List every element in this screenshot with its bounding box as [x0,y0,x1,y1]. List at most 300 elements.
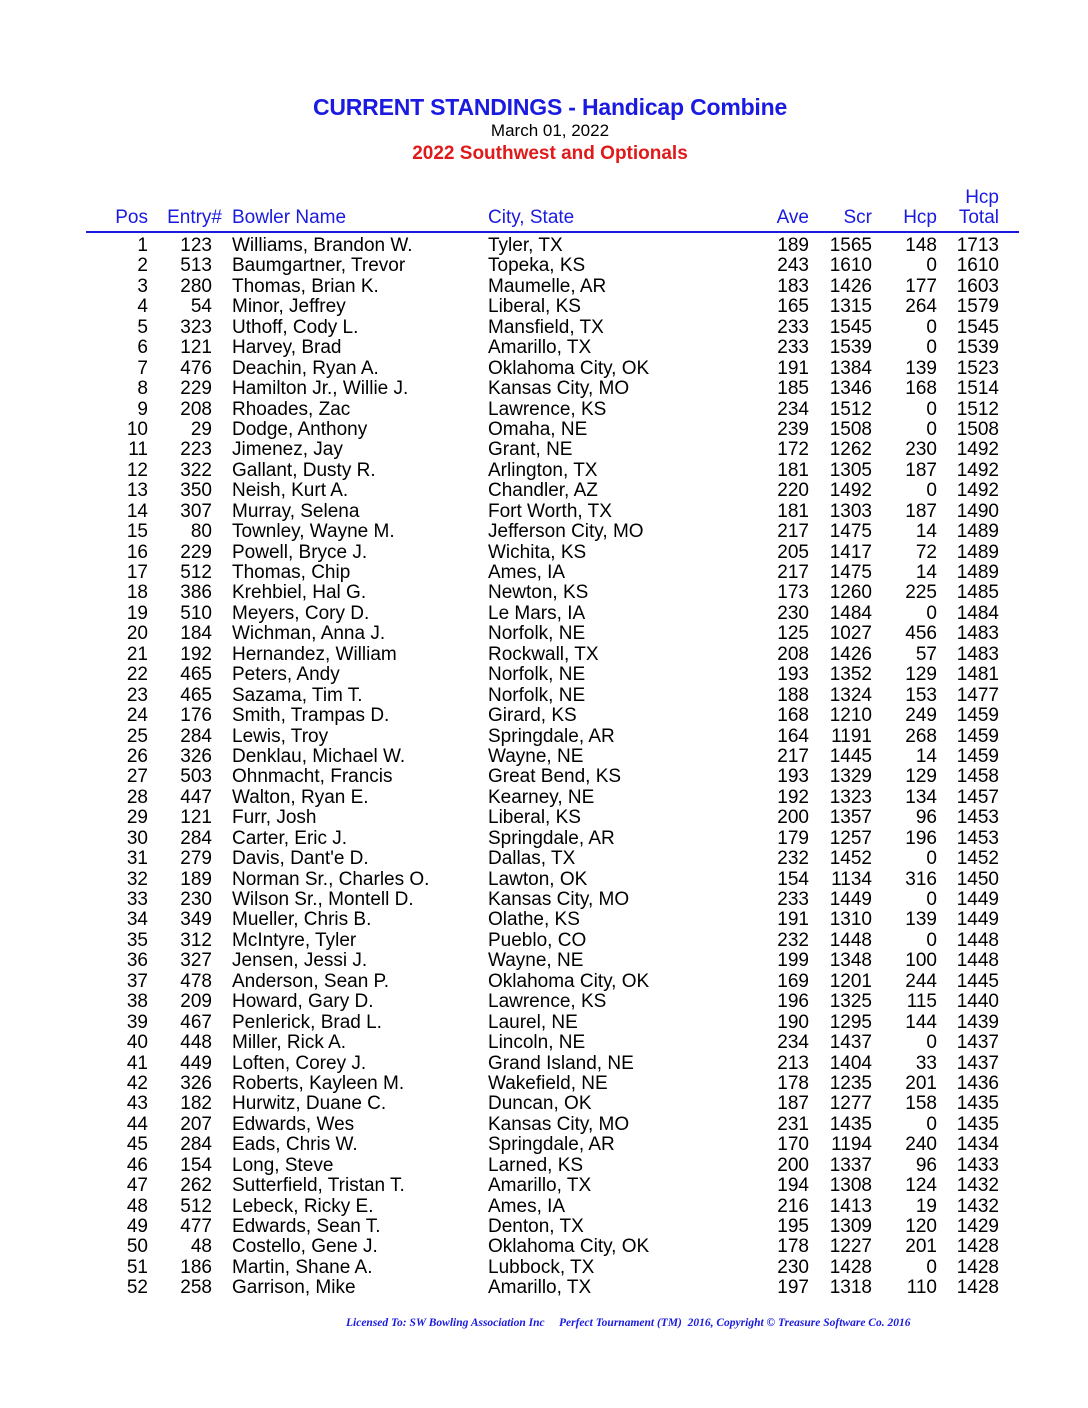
cell-bowler-name: Wilson Sr., Montell D. [232,889,414,910]
cell-scratch: 1309 [829,1216,872,1237]
table-row [0,1135,1088,1155]
cell-average: 179 [777,827,809,849]
cell-average: 192 [777,786,809,808]
cell-scratch: 1413 [829,1195,872,1217]
cell-average: 189 [777,235,809,256]
cell-average: 185 [777,378,809,400]
cell-pos: 25 [126,725,148,747]
cell-scratch: 1027 [829,623,872,645]
column-header-entry: Entry# [167,207,222,228]
cell-scratch: 1610 [829,255,872,277]
cell-city-state: Springdale, AR [488,827,615,849]
cell-pos: 44 [126,1113,148,1135]
cell-average: 233 [777,316,809,338]
cell-entry: 447 [180,786,212,808]
cell-total: 1458 [956,766,999,788]
cell-handicap: 72 [915,541,937,563]
cell-total: 1453 [956,807,999,829]
cell-city-state: Ames, IA [488,1195,566,1217]
table-row [0,992,1088,1012]
table-row [0,1176,1088,1196]
cell-total: 1449 [956,909,999,931]
cell-bowler-name: Peters, Andy [232,664,340,686]
cell-scratch: 1357 [829,807,872,829]
table-row [0,604,1088,624]
cell-scratch: 1545 [829,316,872,338]
cell-entry: 154 [180,1154,212,1176]
cell-handicap: 0 [926,316,937,338]
cell-scratch: 1426 [829,275,872,297]
cell-bowler-name: Carter, Eric J. [232,827,348,849]
cell-total: 1434 [956,1134,999,1156]
cell-handicap: 96 [915,1154,937,1176]
cell-bowler-name: Thomas, Brian K. [232,275,379,297]
cell-average: 232 [777,848,809,870]
cell-bowler-name: Smith, Trampas D. [232,705,390,727]
cell-handicap: 100 [905,950,937,972]
cell-total: 1489 [956,541,999,563]
table-row [0,645,1088,665]
cell-entry: 280 [180,275,212,297]
cell-city-state: Liberal, KS [488,807,581,829]
cell-average: 197 [777,1277,809,1299]
cell-handicap: 187 [905,459,937,481]
cell-handicap: 153 [905,684,937,706]
cell-bowler-name: Harvey, Brad [232,337,342,359]
cell-handicap: 120 [905,1216,937,1237]
cell-scratch: 1539 [829,337,872,359]
cell-bowler-name: Williams, Brandon W. [232,235,413,256]
cell-scratch: 1227 [829,1236,872,1258]
table-row [0,706,1088,726]
cell-pos: 23 [126,684,148,706]
cell-pos: 42 [126,1072,148,1094]
cell-bowler-name: Lewis, Troy [232,725,329,747]
cell-handicap: 134 [905,786,937,808]
cell-average: 194 [777,1175,809,1197]
cell-average: 230 [777,602,809,624]
cell-entry: 284 [180,1134,212,1156]
cell-total: 1448 [956,950,999,972]
table-row [0,502,1088,522]
cell-total: 1437 [956,1052,999,1074]
cell-bowler-name: Eads, Chris W. [232,1134,358,1156]
cell-entry: 322 [180,459,212,481]
table-row [0,1094,1088,1114]
cell-bowler-name: Meyers, Cory D. [232,602,370,624]
cell-average: 169 [777,970,809,992]
cell-total: 1450 [956,868,999,890]
cell-entry: 209 [180,991,212,1013]
cell-handicap: 0 [926,337,937,359]
cell-pos: 18 [126,582,148,604]
cell-total: 1579 [956,296,999,318]
cell-average: 220 [777,480,809,502]
column-header-average: Ave [776,207,809,228]
cell-entry: 476 [180,357,212,379]
cell-average: 231 [777,1113,809,1135]
table-row [0,1197,1088,1217]
cell-pos: 45 [126,1134,148,1156]
cell-pos: 30 [126,827,148,849]
table-row [0,379,1088,399]
column-header-total-bottom: Total [958,207,999,228]
cell-bowler-name: Wichman, Anna J. [232,623,386,645]
cell-city-state: Lawrence, KS [488,398,607,420]
table-row [0,522,1088,542]
cell-scratch: 1492 [829,480,872,502]
cell-total: 1439 [956,1011,999,1033]
table-row [0,1156,1088,1176]
cell-city-state: Oklahoma City, OK [488,357,650,379]
cell-handicap: 19 [915,1195,937,1217]
cell-city-state: Topeka, KS [488,255,586,277]
cell-bowler-name: Hurwitz, Duane C. [232,1093,387,1115]
cell-entry: 223 [180,439,212,461]
cell-city-state: Olathe, KS [488,909,580,931]
table-row [0,1054,1088,1074]
cell-entry: 513 [180,255,212,277]
cell-handicap: 57 [915,643,937,665]
table-row [0,951,1088,971]
cell-handicap: 14 [915,521,937,543]
cell-pos: 52 [126,1277,148,1299]
cell-total: 1483 [956,643,999,665]
column-header-scratch: Scr [843,207,872,228]
cell-city-state: Lubbock, TX [488,1256,595,1278]
cell-average: 216 [777,1195,809,1217]
cell-pos: 5 [137,316,148,338]
cell-pos: 49 [126,1216,148,1237]
cell-average: 233 [777,889,809,910]
cell-pos: 27 [126,766,148,788]
table-row [0,461,1088,481]
cell-scratch: 1512 [829,398,872,420]
standings-table-body [0,236,1088,1299]
cell-city-state: Maumelle, AR [488,275,607,297]
cell-total: 1449 [956,889,999,910]
cell-handicap: 177 [905,275,937,297]
cell-entry: 54 [190,296,212,318]
cell-scratch: 1235 [829,1072,872,1094]
cell-total: 1484 [956,602,999,624]
cell-average: 200 [777,1154,809,1176]
cell-handicap: 0 [926,255,937,277]
cell-total: 1437 [956,1032,999,1054]
cell-entry: 284 [180,725,212,747]
cell-scratch: 1435 [829,1113,872,1135]
table-row [0,1237,1088,1257]
cell-handicap: 456 [905,623,937,645]
cell-city-state: Pueblo, CO [488,929,587,951]
cell-entry: 349 [180,909,212,931]
cell-handicap: 96 [915,807,937,829]
cell-average: 172 [777,439,809,461]
cell-total: 1539 [956,337,999,359]
cell-city-state: Tyler, TX [488,235,563,256]
tournament-name: 2022 Southwest and Optionals [412,143,688,164]
cell-entry: 258 [180,1277,212,1299]
cell-entry: 449 [180,1052,212,1074]
table-row [0,1013,1088,1033]
cell-handicap: 0 [926,418,937,440]
table-row [0,338,1088,358]
cell-pos: 13 [126,480,148,502]
cell-bowler-name: Martin, Shane A. [232,1256,373,1278]
cell-scratch: 1305 [829,459,872,481]
table-row [0,870,1088,890]
column-header-pos: Pos [115,207,148,228]
cell-pos: 43 [126,1093,148,1115]
cell-bowler-name: Powell, Bryce J. [232,541,368,563]
cell-city-state: Denton, TX [488,1216,584,1237]
cell-total: 1523 [956,357,999,379]
cell-average: 191 [777,357,809,379]
cell-city-state: Kansas City, MO [488,1113,630,1135]
cell-pos: 39 [126,1011,148,1033]
cell-average: 234 [777,398,809,420]
cell-entry: 386 [180,582,212,604]
cell-pos: 6 [137,337,148,359]
cell-scratch: 1508 [829,418,872,440]
cell-total: 1483 [956,623,999,645]
cell-bowler-name: Hernandez, William [232,643,397,665]
table-row [0,420,1088,440]
cell-pos: 48 [126,1195,148,1217]
cell-bowler-name: Lebeck, Ricky E. [232,1195,374,1217]
cell-pos: 20 [126,623,148,645]
cell-pos: 10 [126,418,148,440]
table-row [0,829,1088,849]
cell-pos: 24 [126,705,148,727]
cell-scratch: 1437 [829,1032,872,1054]
cell-handicap: 139 [905,357,937,379]
cell-bowler-name: Gallant, Dusty R. [232,459,376,481]
cell-bowler-name: Krehbiel, Hal G. [232,582,367,604]
cell-bowler-name: Anderson, Sean P. [232,970,390,992]
table-row [0,1258,1088,1278]
cell-scratch: 1323 [829,786,872,808]
table-row [0,481,1088,501]
cell-bowler-name: Jensen, Jessi J. [232,950,368,972]
cell-total: 1453 [956,827,999,849]
cell-bowler-name: Sutterfield, Tristan T. [232,1175,405,1197]
cell-total: 1448 [956,929,999,951]
cell-scratch: 1445 [829,745,872,767]
table-row [0,297,1088,317]
cell-bowler-name: Penlerick, Brad L. [232,1011,382,1033]
cell-average: 234 [777,1032,809,1054]
cell-city-state: Lawton, OK [488,868,588,890]
cell-pos: 34 [126,909,148,931]
cell-city-state: Lincoln, NE [488,1032,586,1054]
cell-average: 193 [777,664,809,686]
cell-scratch: 1352 [829,664,872,686]
cell-city-state: Larned, KS [488,1154,584,1176]
cell-bowler-name: Mueller, Chris B. [232,909,372,931]
cell-total: 1603 [956,275,999,297]
cell-bowler-name: Neish, Kurt A. [232,480,349,502]
table-row [0,1217,1088,1237]
cell-average: 200 [777,807,809,829]
cell-scratch: 1308 [829,1175,872,1197]
cell-city-state: Springdale, AR [488,1134,615,1156]
cell-scratch: 1201 [829,970,872,992]
cell-city-state: Grant, NE [488,439,573,461]
cell-average: 170 [777,1134,809,1156]
cell-average: 181 [777,459,809,481]
table-row [0,1074,1088,1094]
cell-bowler-name: Costello, Gene J. [232,1236,378,1258]
cell-entry: 229 [180,378,212,400]
cell-handicap: 0 [926,480,937,502]
cell-city-state: Arlington, TX [488,459,598,481]
table-row [0,727,1088,747]
cell-total: 1428 [956,1236,999,1258]
cell-entry: 284 [180,827,212,849]
cell-bowler-name: Uthoff, Cody L. [232,316,359,338]
cell-entry: 467 [180,1011,212,1033]
cell-average: 208 [777,643,809,665]
cell-city-state: Jefferson City, MO [488,521,644,543]
cell-scratch: 1277 [829,1093,872,1115]
cell-bowler-name: Loften, Corey J. [232,1052,367,1074]
cell-pos: 40 [126,1032,148,1054]
cell-total: 1492 [956,439,999,461]
cell-total: 1433 [956,1154,999,1176]
cell-city-state: Kansas City, MO [488,889,630,910]
cell-pos: 37 [126,970,148,992]
cell-average: 239 [777,418,809,440]
cell-total: 1508 [956,418,999,440]
cell-city-state: Dallas, TX [488,848,576,870]
cell-handicap: 201 [905,1236,937,1258]
cell-bowler-name: McIntyre, Tyler [232,929,357,951]
cell-entry: 307 [180,500,212,522]
cell-city-state: Wichita, KS [488,541,587,563]
table-row [0,767,1088,787]
table-row [0,256,1088,276]
cell-average: 168 [777,705,809,727]
cell-entry: 29 [190,418,212,440]
cell-city-state: Grand Island, NE [488,1052,634,1074]
cell-entry: 312 [180,929,212,951]
cell-scratch: 1428 [829,1256,872,1278]
cell-scratch: 1318 [829,1277,872,1299]
cell-city-state: Chandler, AZ [488,480,598,502]
header-divider [86,231,1019,233]
cell-city-state: Kearney, NE [488,786,595,808]
table-row [0,440,1088,460]
cell-scratch: 1475 [829,562,872,583]
cell-entry: 323 [180,316,212,338]
cell-handicap: 168 [905,378,937,400]
table-row [0,583,1088,603]
cell-entry: 48 [190,1236,212,1258]
cell-total: 1514 [956,378,999,400]
cell-city-state: Norfolk, NE [488,664,586,686]
cell-average: 217 [777,521,809,543]
table-row [0,400,1088,420]
cell-bowler-name: Furr, Josh [232,807,317,829]
footer-licensee: Licensed To: SW Bowling Association Inc [346,1317,545,1329]
cell-bowler-name: Roberts, Kayleen M. [232,1072,405,1094]
cell-pos: 36 [126,950,148,972]
cell-handicap: 187 [905,500,937,522]
cell-average: 187 [777,1093,809,1115]
cell-city-state: Oklahoma City, OK [488,1236,650,1258]
cell-handicap: 316 [905,868,937,890]
cell-city-state: Rockwall, TX [488,643,599,665]
cell-entry: 182 [180,1093,212,1115]
cell-total: 1435 [956,1093,999,1115]
cell-handicap: 249 [905,705,937,727]
cell-city-state: Ames, IA [488,562,566,583]
cell-pos: 46 [126,1154,148,1176]
cell-bowler-name: Sazama, Tim T. [232,684,363,706]
cell-entry: 326 [180,1072,212,1094]
cell-scratch: 1303 [829,500,872,522]
cell-bowler-name: Rhoades, Zac [232,398,351,420]
cell-bowler-name: Walton, Ryan E. [232,786,369,808]
cell-average: 195 [777,1216,809,1237]
cell-total: 1436 [956,1072,999,1094]
table-row [0,788,1088,808]
cell-entry: 465 [180,664,212,686]
cell-city-state: Wayne, NE [488,745,584,767]
cell-total: 1489 [956,521,999,543]
cell-bowler-name: Dodge, Anthony [232,418,368,440]
cell-scratch: 1348 [829,950,872,972]
table-row [0,277,1088,297]
cell-total: 1489 [956,562,999,583]
cell-average: 164 [777,725,809,747]
cell-handicap: 110 [906,1277,937,1299]
cell-handicap: 264 [905,296,937,318]
cell-entry: 503 [180,766,212,788]
table-row [0,910,1088,930]
cell-scratch: 1260 [829,582,872,604]
column-header-city-state: City, State [488,207,575,228]
cell-scratch: 1325 [829,991,872,1013]
cell-entry: 186 [180,1256,212,1278]
cell-pos: 31 [126,848,148,870]
cell-scratch: 1417 [829,541,872,563]
cell-entry: 350 [180,480,212,502]
cell-total: 1457 [956,786,999,808]
cell-handicap: 139 [905,909,937,931]
cell-handicap: 14 [915,745,937,767]
cell-bowler-name: Edwards, Sean T. [232,1216,381,1237]
cell-city-state: Liberal, KS [488,296,581,318]
cell-pos: 8 [137,378,148,400]
cell-pos: 32 [126,868,148,890]
cell-handicap: 124 [905,1175,937,1197]
cell-entry: 326 [180,745,212,767]
cell-scratch: 1452 [829,848,872,870]
cell-handicap: 225 [905,582,937,604]
cell-total: 1492 [956,480,999,502]
cell-handicap: 244 [905,970,937,992]
cell-pos: 38 [126,991,148,1013]
cell-city-state: Wayne, NE [488,950,584,972]
cell-pos: 33 [126,889,148,910]
cell-handicap: 148 [905,235,937,256]
cell-city-state: Omaha, NE [488,418,588,440]
cell-average: 205 [777,541,809,563]
cell-pos: 17 [126,562,148,583]
cell-average: 213 [777,1052,809,1074]
